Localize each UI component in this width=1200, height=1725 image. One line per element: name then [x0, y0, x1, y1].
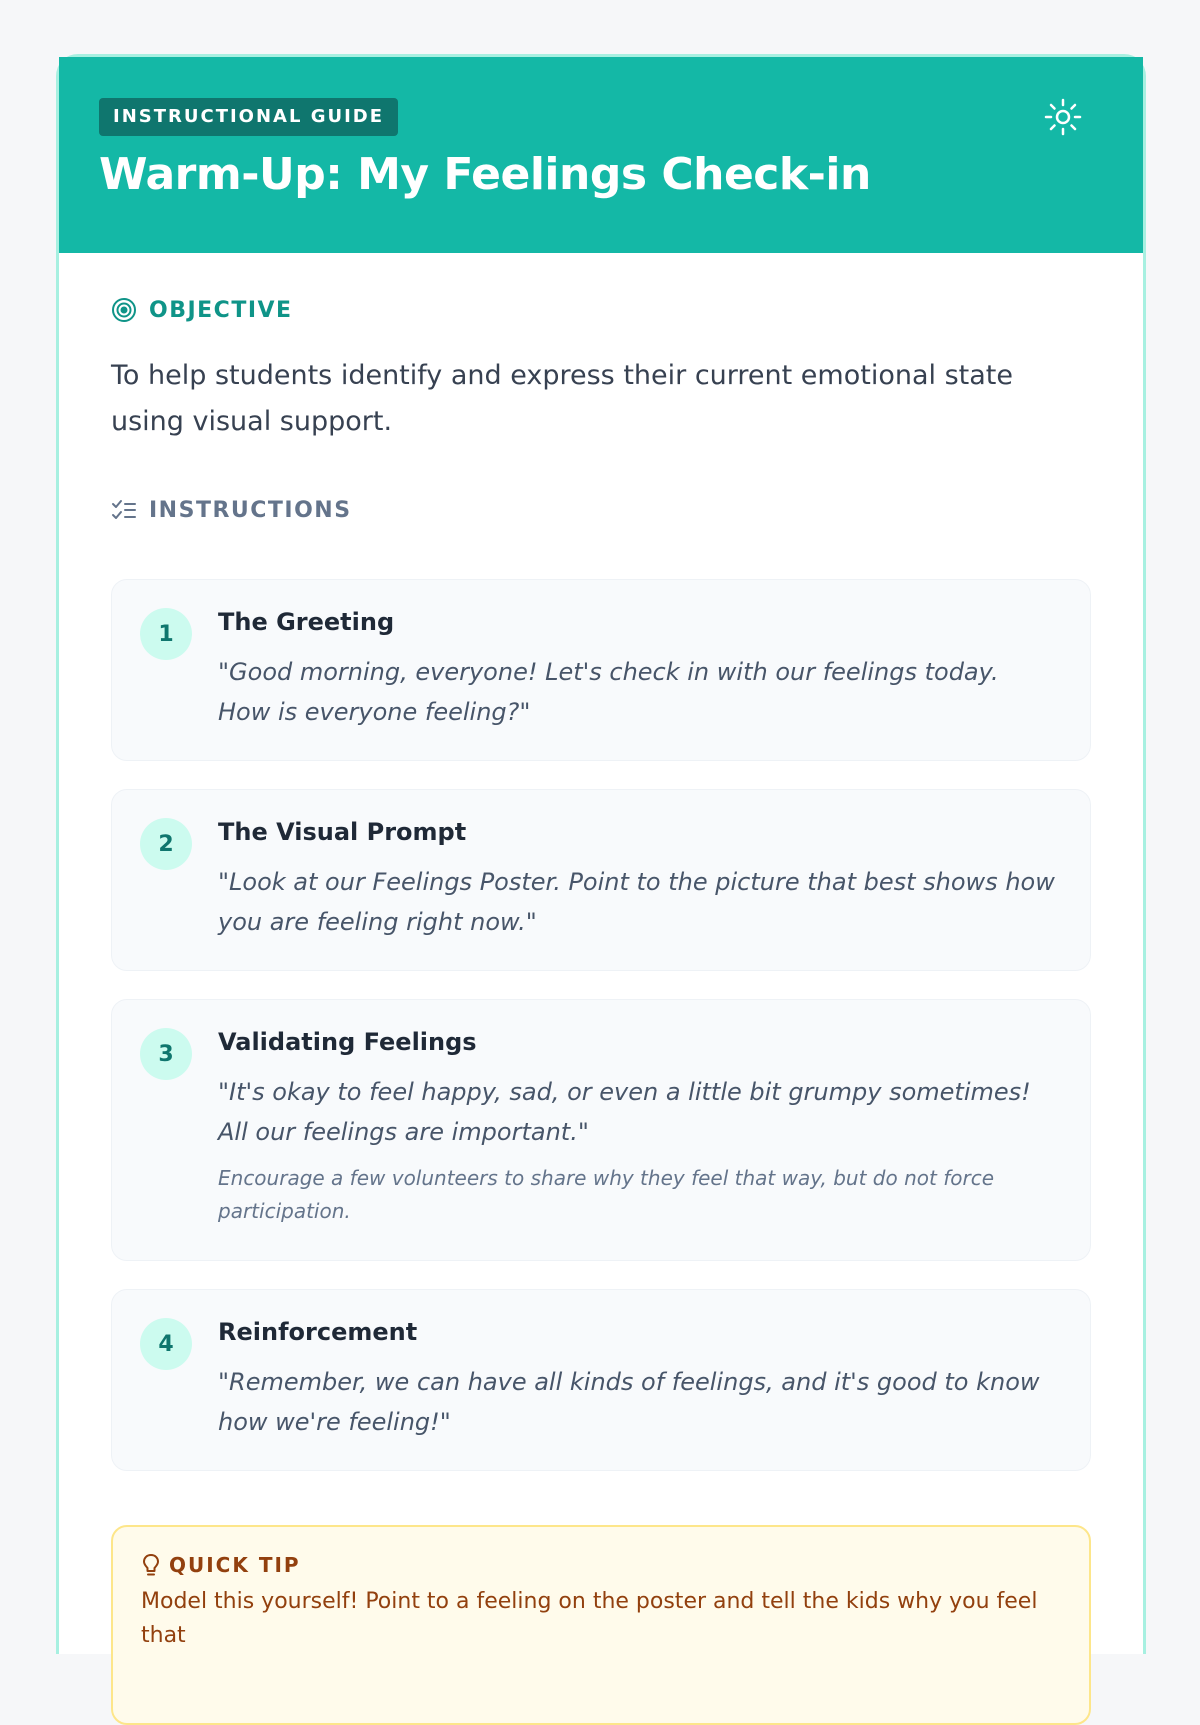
quick-tip-label: QUICK TIP [169, 1553, 301, 1577]
lightbulb-icon [141, 1553, 161, 1577]
page-title: Warm-Up: My Feelings Check-in [99, 149, 871, 200]
quick-tip-text: Model this yourself! Point to a feeling on the poster and tell the kids why you feel that [141, 1589, 1038, 1648]
step-quote: "Look at our Feelings Poster. Point to the picture that best shows how you are feeling right now." [218, 868, 1055, 936]
instruction-step [111, 579, 1091, 761]
step-note: Encourage a few volunteers to share why they feel that way, but do not force participation. [218, 1166, 994, 1223]
step-number: 3 [140, 1028, 192, 1080]
step-title: The Visual Prompt [218, 818, 467, 846]
step-number: 1 [140, 608, 192, 660]
instruction-step [111, 1289, 1091, 1471]
instructions-heading [111, 497, 352, 523]
instruction-step [111, 789, 1091, 971]
step-number: 4 [140, 1318, 192, 1370]
step-quote: "Good morning, everyone! Let's check in with our feelings today. How is everyone feeling?" [218, 658, 999, 726]
checklist-icon [111, 497, 137, 523]
theme-toggle-button[interactable] [1043, 97, 1083, 137]
step-number: 2 [140, 818, 192, 870]
step-title: The Greeting [218, 608, 395, 636]
step-quote: "Remember, we can have all kinds of feelings, and it's good to know how we're feeling!" [218, 1368, 1040, 1436]
guide-header [59, 57, 1143, 253]
guide-card [56, 54, 1146, 1654]
quick-tip-box [111, 1525, 1091, 1725]
target-icon [111, 297, 137, 323]
instruction-step [111, 999, 1091, 1261]
sun-icon [1043, 97, 1083, 137]
step-quote: "It's okay to feel happy, sad, or even a little bit grumpy sometimes! All our feelings are important." [218, 1078, 1031, 1146]
step-title: Reinforcement [218, 1318, 418, 1346]
objective-label: OBJECTIVE [149, 297, 293, 323]
quick-tip-heading [141, 1553, 301, 1577]
step-title: Validating Feelings [218, 1028, 477, 1056]
guide-type-badge: INSTRUCTIONAL GUIDE [99, 98, 398, 136]
objective-text: To help students identify and express their current emotional state using visual support. [111, 360, 1013, 437]
instructions-label: INSTRUCTIONS [149, 497, 352, 523]
objective-heading [111, 297, 293, 323]
